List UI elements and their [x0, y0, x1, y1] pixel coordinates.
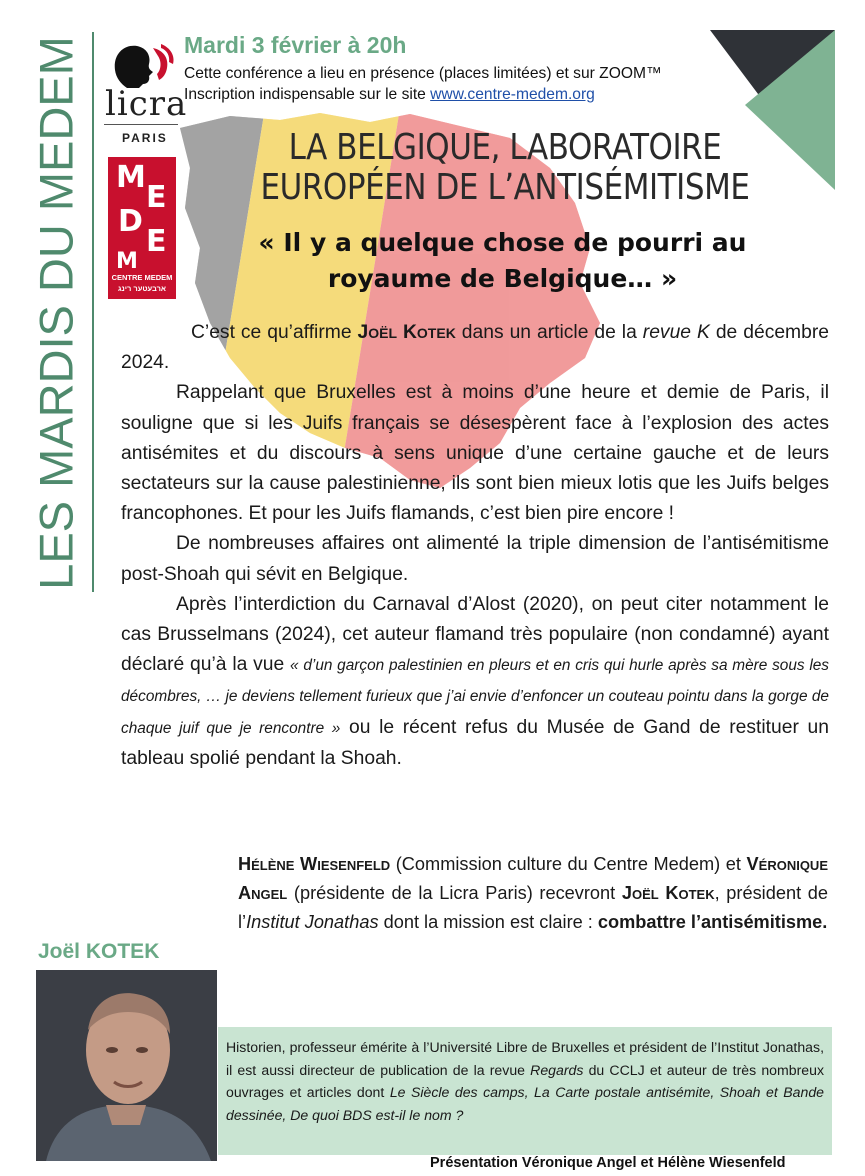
- speaker-photo: [36, 970, 217, 1161]
- event-date: Mardi 3 février à 20h: [184, 32, 407, 58]
- licra-city: PARIS: [122, 131, 168, 145]
- page-title: [243, 128, 768, 208]
- text: revue: [642, 322, 692, 343]
- licra-logo-text: licra: [105, 84, 188, 124]
- title-line1: LA BELGIQUE, LABORATOIRE: [288, 127, 722, 168]
- licra-divider: [104, 124, 178, 125]
- text: (présidente de la Licra Paris) recevront: [287, 883, 622, 903]
- event-note-line1: Cette conférence a lieu en présence (places limitées) et sur ZOOM™: [184, 65, 662, 82]
- medem-caption: CENTRE MEDEM: [111, 273, 173, 282]
- paragraph-3: De nombreuses affaires ont alimenté la triple dimension de l’antisémitisme post-Shoah qui sévit en Belgique.: [121, 533, 829, 585]
- medem-letter: M: [116, 249, 138, 274]
- registration-link[interactable]: www.centre-medem.org: [430, 86, 595, 103]
- footer-credit: Présentation Véronique Angel et Hélène Wiesenfeld: [430, 1155, 786, 1171]
- subtitle-line2: royaume de Belgique… »: [327, 264, 678, 293]
- subtitle: [230, 225, 775, 297]
- host-name: Hélène Wiesenfeld: [238, 854, 391, 874]
- text: du CCLJ et auteur de très nombreux ouvrages et articles dont: [226, 1061, 824, 1100]
- event-note: [184, 63, 662, 105]
- mission-highlight: combattre l’antisémitisme.: [597, 912, 828, 932]
- text: Institut Jonathas: [246, 912, 379, 932]
- paragraph-2: Rappelant que Bruxelles est à moins d’une heure et demie de Paris, il souligne que si les Juifs français se désespèrent face à l’explosion des actes antisémites et du discours à sens unique d’une certaine gauche et de leurs sectateurs sur la cause palestinienne, ils sont bien mieux lotis que les Juifs belges francophones. Et pour les Juifs flamands, c’est bien pire encore !: [121, 382, 829, 525]
- medem-letter: E: [146, 224, 167, 259]
- medem-letter: M: [116, 160, 146, 195]
- event-note-line2: [184, 84, 662, 105]
- medem-caption-yiddish: ארבעטער רינג: [117, 284, 167, 293]
- text: Historien, professeur émérite à l’Université Libre de Bruxelles et président de l’Institut Jonathas, il est aussi directeur de publication de la revue: [226, 1039, 824, 1078]
- series-title: LES MARDIS DU MEDEM: [29, 35, 83, 590]
- hosts-paragraph: [238, 850, 828, 937]
- subtitle-line1: « Il y a quelque chose de pourri au: [258, 228, 747, 257]
- speaker-bio: [218, 1027, 832, 1155]
- medem-letter: D: [118, 204, 143, 239]
- speaker-name: Joël KOTEK: [38, 940, 160, 963]
- speaker-name-inline: Joël Kotek: [357, 322, 456, 343]
- medem-letter: E: [146, 180, 167, 215]
- paragraph-4: [121, 590, 829, 774]
- quotation: « d’un garçon palestinien en pleurs et en cris qui hurle après sa mère sous les décombres, … je deviens tellement furieux que j’ai envie d’enfoncer un couteau pointu dans la gorge de chaque juif que je rencontre »: [121, 657, 830, 737]
- text: Après l’interdiction du Carnaval d’Alost (2020), on peut citer notamment le cas Brusselmans (2024), cet auteur flamand très populaire (non condamné) ayant déclaré qu’à la vue: [121, 593, 829, 676]
- text: Regards: [530, 1061, 584, 1078]
- text: , président de l’: [238, 883, 828, 932]
- bio-text: [226, 1036, 824, 1126]
- text: dont la mission est claire :: [378, 912, 598, 932]
- text: ou le récent refus du Musée de Gand de restituer un tableau spolié pendant la Shoah.: [121, 716, 829, 769]
- text: (Commission culture du Centre Medem) et: [390, 854, 747, 874]
- text: dans un article de la: [455, 322, 643, 343]
- host-name: Véronique Angel: [238, 854, 828, 903]
- title-line2: EUROPÉEN DE L’ANTISÉMITISME: [260, 167, 750, 208]
- vertical-divider: [92, 32, 94, 592]
- text: K: [691, 322, 710, 343]
- speaker-name-inline: Joël Kotek: [621, 883, 715, 903]
- paragraph-1: [121, 318, 829, 378]
- article-body: [121, 318, 829, 774]
- text: de décembre 2024.: [121, 322, 829, 374]
- text: C’est ce qu’affirme: [191, 322, 358, 343]
- registration-text: Inscription indispensable sur le site: [184, 86, 431, 103]
- works-list: Le Siècle des camps, La Carte postale antisémite, Shoah et Bande dessinée, De quoi BDS est-il le nom ?: [226, 1084, 825, 1123]
- medem-logo: [108, 157, 176, 299]
